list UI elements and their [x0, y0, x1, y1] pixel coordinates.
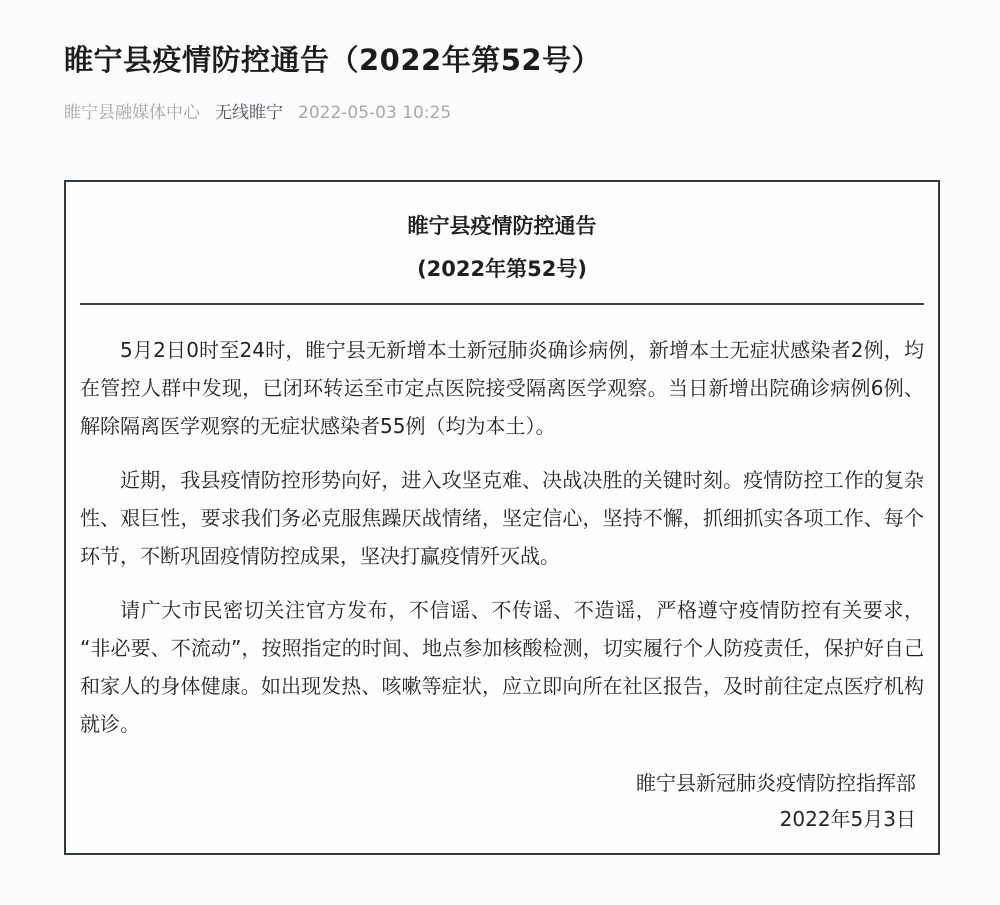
- article-meta: [64, 102, 940, 124]
- notice-date: 2022年5月3日: [779, 807, 916, 831]
- notice-subtitle: (2022年第52号): [417, 257, 587, 281]
- title-divider: [80, 303, 924, 305]
- notice-paragraph-1: 5月2日0时至24时，睢宁县无新增本土新冠肺炎确诊病例，新增本土无症状感染者2例，均在管控人群中发现，已闭环转运至市定点医院接受隔离医学观察。当日新增出院确诊病例6例、解除隔离医学观察的无症状感染者55例（均为本土）。: [80, 338, 924, 438]
- publish-timestamp: 2022-05-03 10:25: [298, 103, 452, 123]
- notice-paragraph-3: 请广大市民密切关注官方发布，不信谣、不传谣、不造谣，严格遵守疫情防控有关要求，“非必要、不流动”，按照指定的时间、地点参加核酸检测，切实履行个人防疫责任，保护好自己和家人的身体健康。如出现发热、咳嗽等症状，应立即向所在社区报告，及时前往定点医疗机构就诊。: [80, 598, 924, 736]
- account-link[interactable]: 无线睢宁: [215, 103, 283, 123]
- page-title: 睢宁县疫情防控通告（2022年第52号）: [64, 43, 602, 77]
- notice-signature: 睢宁县新冠肺炎疫情防控指挥部: [636, 771, 916, 795]
- source-name: 睢宁县融媒体中心: [64, 103, 200, 123]
- notice-box: [64, 180, 940, 855]
- notice-paragraph-2: 近期，我县疫情防控形势向好，进入攻坚克难、决战决胜的关键时刻。疫情防控工作的复杂性、艰巨性，要求我们务必克服焦躁厌战情绪，坚定信心，坚持不懈，抓细抓实各项工作、每个环节，不断巩固疫情防控成果，坚决打赢疫情歼灭战。: [80, 468, 924, 568]
- notice-title: 睢宁县疫情防控通告: [407, 214, 597, 238]
- notice-body: [80, 331, 924, 743]
